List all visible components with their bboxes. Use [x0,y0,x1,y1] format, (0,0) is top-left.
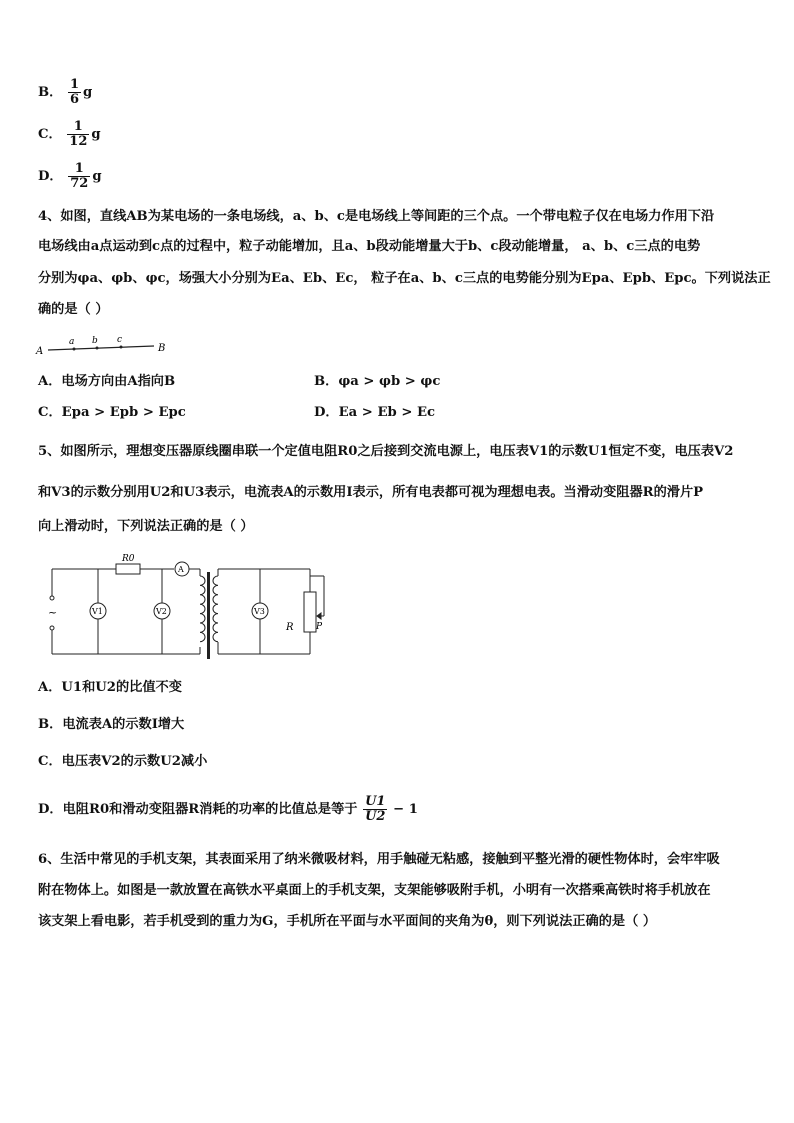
fraction-denominator: U2 [365,809,386,824]
q4-option-a: A．电场方向由A指向B [38,374,176,389]
unit: g [91,126,101,142]
q5-line-2: 和V3的示数分别用U2和U3表示，电流表A的示数用I表示，所有电表都可视为理想电表。当滑动变阻器R的滑片P [38,485,704,500]
circuit-wiring [40,554,340,664]
fraction [68,78,81,107]
fraction [363,795,387,824]
q4-line-1 [38,207,714,227]
fraction-denominator: 6 [69,92,79,107]
fraction [68,162,90,191]
question-text: 如图，直线AB为某电场的一条电场线，a、b、c是电场线上等间距的三个点。一个带电粒子仅在电场力作用下沿 [60,209,715,224]
q6-line-1 [38,850,720,870]
q4-option-d: D．Ea > Eb > Ec [314,405,436,420]
q5-line-3: 向上滑动时，下列说法正确的是（ ） [38,519,254,534]
q5-option-a: A．U1和U2的比值不变 [38,680,182,695]
unit: g [82,84,93,100]
label-a-upper: A [36,346,44,357]
label-v3: V3 [254,607,265,616]
label-b: b [92,336,98,346]
question-number: 5、 [38,444,61,459]
q4-option-b: B．φa > φb > φc [314,374,441,389]
q5-option-c: C．电压表V2的示数U2减小 [38,754,208,769]
fraction-numerator: 1 [73,119,83,134]
label-v1: V1 [92,607,103,616]
fraction-numerator: U1 [365,794,386,809]
q6-line-3: 该支架上看电影，若手机受到的重力为G，手机所在平面与水平面间的夹角为θ，则下列说法正确的是（ ） [38,914,657,929]
point-c [120,346,123,349]
option-letter: D． [38,169,63,184]
q4-line-3: 分别为φa、φb、φc，场强大小分别为Ea、Eb、Ec， 粒子在a、b、c三点的电势能分别为Epa、Epb、Epc。下列说法正 [38,271,771,286]
question-number: 6、 [38,852,61,867]
label-b-upper: B [158,343,166,354]
option-letter: B． [38,85,63,100]
label-r: R [286,622,294,633]
label-r0: R0 [122,554,135,564]
fraction-numerator: 1 [69,77,79,92]
transformer-core [207,572,210,659]
label-v2: V2 [156,607,167,616]
question-number: 4、 [38,209,61,224]
option-suffix: − 1 [393,802,418,817]
point-a [73,348,76,351]
q4-option-c: C．Epa > Epb > Epc [38,405,186,420]
fraction-denominator: 72 [70,176,89,191]
q3-option-c [38,120,101,149]
label-c: c [117,335,123,345]
fraction-denominator: 12 [69,134,88,149]
q3-option-b [38,78,92,107]
fraction-numerator: 1 [74,161,84,176]
q4-line-2: 电场线由a点运动到c点的过程中，粒子动能增加，且a、b段动能增量大于b、c段动能增量， a、b、c三点的电势 [38,239,701,254]
question-text: 生活中常见的手机支架，其表面采用了纳米微吸材料，用手触碰无粘感，接触到平整光滑的硬性物体时，会牢牢吸 [60,852,720,867]
q4-line-4: 确的是（ ） [38,302,109,317]
question-text: 如图所示，理想变压器原线圈串联一个定值电阻R0之后接到交流电源上，电压表V1的示数U1恒定不变，电压表V2 [60,444,734,459]
option-text: D．电阻R0和滑动变阻器R消耗的功率的比值总是等于 [38,802,358,817]
ac-source-symbol: ~ [48,606,58,619]
q5-option-b: B．电流表A的示数I增大 [38,717,185,732]
point-b [96,347,99,350]
unit: g [92,168,102,184]
field-line-diagram [34,334,174,358]
label-ammeter: A [178,565,184,574]
q3-option-d [38,162,102,191]
option-letter: C． [38,127,62,142]
q5-option-d [38,795,418,824]
q6-line-2: 附在物体上。如图是一款放置在高铁水平桌面上的手机支架，支架能够吸附手机，小明有一次搭乘高铁时将手机放在 [38,883,711,898]
label-p: P [316,622,323,632]
field-line [48,346,154,350]
q5-line-1 [38,442,733,462]
fraction [67,120,89,149]
label-a: a [69,337,75,347]
